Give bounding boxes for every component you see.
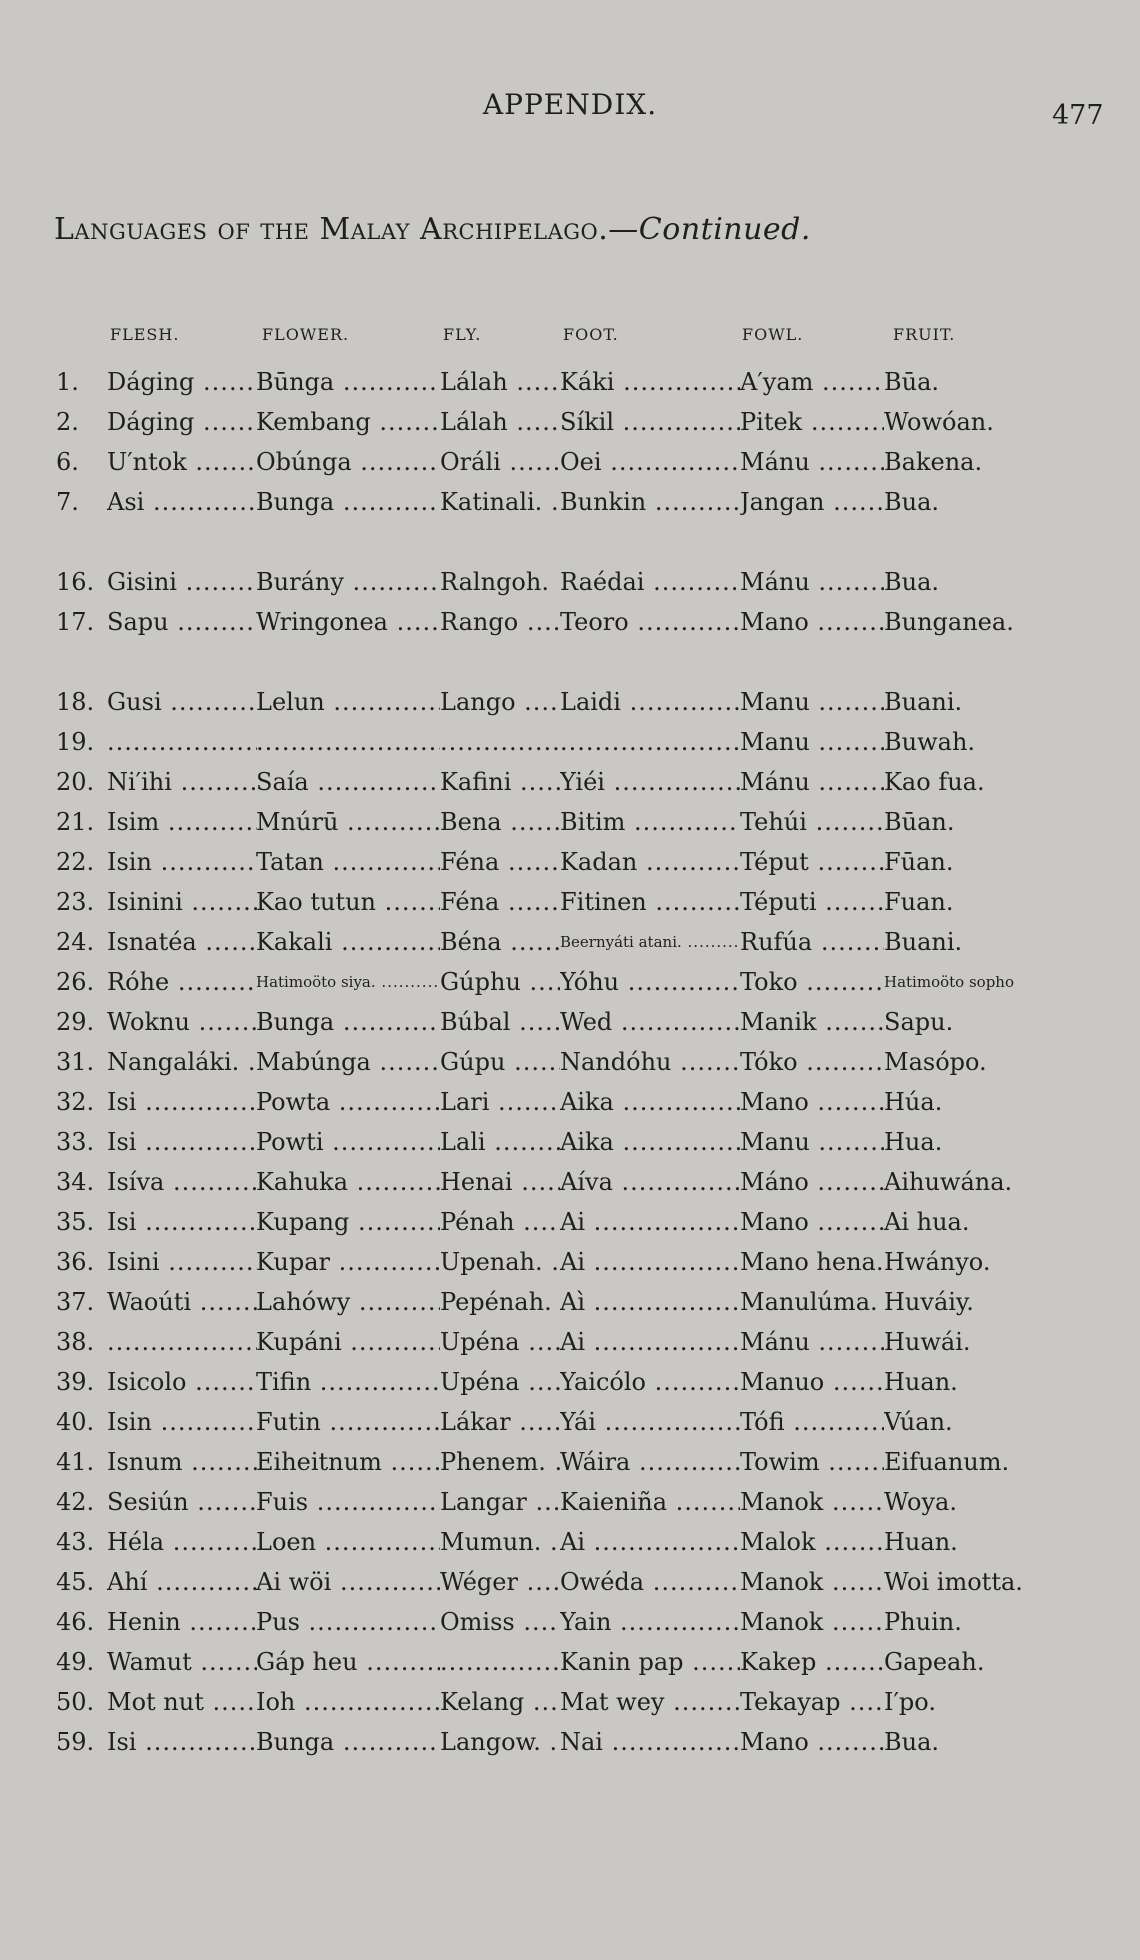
cell-fruit: Bua. — [884, 1728, 940, 1756]
cell-foot: Raédai ..... — [560, 563, 740, 601]
row-number: 50. — [56, 1688, 95, 1716]
cell-flower: Mabúnga ..... — [256, 1043, 440, 1081]
cell-fowl: Mánu ..... — [740, 443, 884, 481]
table-row — [0, 1523, 1140, 1561]
cell-flesh: Henin ..... — [107, 1603, 257, 1641]
cell-fly: Béna ..... — [440, 923, 560, 961]
table-row — [0, 1003, 1140, 1041]
cell-fly: Féna ..... — [440, 883, 560, 921]
cell-fruit: Huwái. — [884, 1328, 971, 1356]
cell-fruit: Phuin. — [884, 1608, 962, 1636]
row-number: 6. — [56, 448, 79, 476]
cell-flower: Ioh ..... — [256, 1683, 440, 1721]
cell-fly: Gúphu ..... — [440, 963, 560, 1001]
cell-flesh: Nangaláki. ..... — [107, 1043, 257, 1081]
table-row — [0, 1123, 1140, 1161]
cell-flesh: Wamut ..... — [107, 1643, 257, 1681]
column-header-fruit: FRUIT. — [893, 325, 956, 344]
table-row — [0, 923, 1140, 961]
cell-fowl: Manok ..... — [740, 1603, 884, 1641]
cell-flesh: Mot nut ..... — [107, 1683, 257, 1721]
cell-fowl: Mánu ..... — [740, 1323, 884, 1361]
cell-fowl: Manulúma. ..... — [740, 1283, 884, 1321]
row-number: 32. — [56, 1088, 95, 1116]
cell-foot: Wáira ..... — [560, 1443, 740, 1481]
cell-flower: Powti ..... — [256, 1123, 440, 1161]
cell-flower: Wringonea ..... — [256, 603, 440, 641]
cell-flesh: Isin ..... — [107, 843, 257, 881]
cell-foot: Káki ..... — [560, 363, 740, 401]
cell-fruit: Wowóan. — [884, 408, 994, 436]
cell-flesh: Dáging ..... — [107, 403, 257, 441]
cell-foot: Yain ..... — [560, 1603, 740, 1641]
table-row — [0, 563, 1140, 601]
cell-flesh: Héla ..... — [107, 1523, 257, 1561]
cell-foot: Ai ..... — [560, 1243, 740, 1281]
table-row — [0, 723, 1140, 761]
cell-fly: Lákar ..... — [440, 1403, 560, 1441]
cell-fly: Mumun. ..... — [440, 1523, 560, 1561]
cell-foot: Aika ..... — [560, 1083, 740, 1121]
column-header-flower: FLOWER. — [262, 325, 350, 344]
cell-foot: Ai ..... — [560, 1323, 740, 1361]
cell-flesh: Isi ..... — [107, 1123, 257, 1161]
cell-foot — [560, 723, 740, 761]
cell-foot: Ai ..... — [560, 1523, 740, 1561]
cell-fruit: Vúan. — [884, 1408, 953, 1436]
cell-foot: Yóhu ..... — [560, 963, 740, 1001]
table-row — [0, 843, 1140, 881]
cell-fruit: Buwah. — [884, 728, 976, 756]
cell-fowl: Manu ..... — [740, 723, 884, 761]
table-row — [0, 603, 1140, 641]
cell-fly: Oráli ..... — [440, 443, 560, 481]
cell-flesh — [107, 723, 257, 761]
cell-flower: Būnga ..... — [256, 363, 440, 401]
cell-foot: Owéda ..... — [560, 1563, 740, 1601]
cell-fowl: Mano ..... — [740, 603, 884, 641]
table-row — [0, 1043, 1140, 1081]
cell-fly: Pénah ..... — [440, 1203, 560, 1241]
cell-flower: Bunga ..... — [256, 1003, 440, 1041]
cell-foot: Ai ..... — [560, 1203, 740, 1241]
cell-fowl: A′yam ..... — [740, 363, 884, 401]
cell-fly — [440, 1643, 560, 1681]
row-number: 43. — [56, 1528, 95, 1556]
cell-fowl: Tekayap ..... — [740, 1683, 884, 1721]
cell-flower — [256, 723, 440, 761]
table-row — [0, 1243, 1140, 1281]
cell-flesh: Isi ..... — [107, 1203, 257, 1241]
row-number: 59. — [56, 1728, 95, 1756]
cell-foot: Kadan ..... — [560, 843, 740, 881]
row-number: 39. — [56, 1368, 95, 1396]
cell-fly: Gúpu ..... — [440, 1043, 560, 1081]
row-number: 23. — [56, 888, 95, 916]
cell-fruit: Huan. — [884, 1368, 958, 1396]
cell-fly: Henai ..... — [440, 1163, 560, 1201]
row-number: 29. — [56, 1008, 95, 1036]
cell-fowl: Pitek ..... — [740, 403, 884, 441]
cell-foot: Wed ..... — [560, 1003, 740, 1041]
row-number: 20. — [56, 768, 95, 796]
cell-fly: Féna ..... — [440, 843, 560, 881]
cell-flower: Pus ..... — [256, 1603, 440, 1641]
row-number: 46. — [56, 1608, 95, 1636]
table-row — [0, 1283, 1140, 1321]
cell-fly: Langow. ..... — [440, 1723, 560, 1761]
table-row — [0, 443, 1140, 481]
cell-fruit: Huváiy. — [884, 1288, 974, 1316]
cell-fruit: Hatimoöto sopho — [884, 973, 1014, 991]
cell-fowl: Manok ..... — [740, 1563, 884, 1601]
cell-foot: Mat wey ..... — [560, 1683, 740, 1721]
cell-flesh: Sapu ..... — [107, 603, 257, 641]
row-number: 17. — [56, 608, 95, 636]
cell-fly — [440, 723, 560, 761]
table-row — [0, 1323, 1140, 1361]
row-number: 26. — [56, 968, 95, 996]
cell-flesh: Isi ..... — [107, 1083, 257, 1121]
row-number: 19. — [56, 728, 95, 756]
row-number: 18. — [56, 688, 95, 716]
cell-flesh: Woknu ..... — [107, 1003, 257, 1041]
cell-foot: Kaieniña ..... — [560, 1483, 740, 1521]
cell-foot: Aíva ..... — [560, 1163, 740, 1201]
table-row — [0, 1403, 1140, 1441]
table-row — [0, 1363, 1140, 1401]
cell-fly: Kelang ..... — [440, 1683, 560, 1721]
cell-foot: Beernyáti atani. ..... — [560, 923, 740, 961]
cell-flower: Mnúrū ..... — [256, 803, 440, 841]
cell-fowl: Mano hena. ..... — [740, 1243, 884, 1281]
cell-fowl: Toko ..... — [740, 963, 884, 1001]
cell-fowl: Kakep ..... — [740, 1643, 884, 1681]
cell-fly: Pepénah. ..... — [440, 1283, 560, 1321]
cell-flower: Obúnga ..... — [256, 443, 440, 481]
column-header-flesh: FLESH. — [110, 325, 180, 344]
table-row — [0, 763, 1140, 801]
cell-fruit: Sapu. — [884, 1008, 954, 1036]
cell-fowl: Manu ..... — [740, 683, 884, 721]
table-row — [0, 1483, 1140, 1521]
cell-fowl: Rufúa ..... — [740, 923, 884, 961]
cell-fruit: Fūan. — [884, 848, 954, 876]
cell-flower: Gáp heu ..... — [256, 1643, 440, 1681]
cell-fowl: Tehúi ..... — [740, 803, 884, 841]
cell-flesh: Isnatéa ..... — [107, 923, 257, 961]
cell-fowl: Manik ..... — [740, 1003, 884, 1041]
cell-fruit: Būan. — [884, 808, 955, 836]
cell-flower: Fuis ..... — [256, 1483, 440, 1521]
column-header-foot: FOOT. — [563, 325, 619, 344]
cell-flower: Tifin ..... — [256, 1363, 440, 1401]
row-number: 41. — [56, 1448, 95, 1476]
cell-flower: Kupar ..... — [256, 1243, 440, 1281]
cell-foot: Kanin pap ..... — [560, 1643, 740, 1681]
cell-fruit: Būa. — [884, 368, 940, 396]
cell-fruit: Aihuwána. — [884, 1168, 1013, 1196]
cell-foot: Fitinen ..... — [560, 883, 740, 921]
column-header-fly: FLY. — [443, 325, 482, 344]
title-continued: —Continued. — [608, 212, 811, 247]
cell-fly: Upéna ..... — [440, 1323, 560, 1361]
cell-flower: Futin ..... — [256, 1403, 440, 1441]
table-row — [0, 363, 1140, 401]
cell-foot: Laidi ..... — [560, 683, 740, 721]
cell-fruit: Woi imotta. — [884, 1568, 1023, 1596]
cell-flower: Loen ..... — [256, 1523, 440, 1561]
table-row — [0, 1443, 1140, 1481]
cell-fowl: Towim ..... — [740, 1443, 884, 1481]
table-title — [54, 212, 811, 247]
cell-flesh: Ahí ..... — [107, 1563, 257, 1601]
cell-fowl: Jangan ..... — [740, 483, 884, 521]
cell-fly: Ralngoh. ..... — [440, 563, 560, 601]
cell-foot: Yái ..... — [560, 1403, 740, 1441]
row-number: 40. — [56, 1408, 95, 1436]
cell-foot: Yiéi ..... — [560, 763, 740, 801]
cell-fly: Upéna ..... — [440, 1363, 560, 1401]
cell-flower: Ai wöi ..... — [256, 1563, 440, 1601]
cell-fowl: Máno ..... — [740, 1163, 884, 1201]
cell-fruit: I′po. — [884, 1688, 936, 1716]
row-number: 31. — [56, 1048, 95, 1076]
cell-flower: Saía ..... — [256, 763, 440, 801]
cell-fly: Langar ..... — [440, 1483, 560, 1521]
cell-flower: Kao tutun ..... — [256, 883, 440, 921]
cell-fly: Lálah ..... — [440, 363, 560, 401]
cell-fowl: Manok ..... — [740, 1483, 884, 1521]
cell-fly: Omiss ..... — [440, 1603, 560, 1641]
cell-flower: Powta ..... — [256, 1083, 440, 1121]
page-number: 477 — [1052, 100, 1104, 131]
column-header-fowl: FOWL. — [742, 325, 804, 344]
cell-fowl: Malok ..... — [740, 1523, 884, 1561]
cell-flower: Kahuka ..... — [256, 1163, 440, 1201]
cell-fowl: Mánu ..... — [740, 563, 884, 601]
row-number: 24. — [56, 928, 95, 956]
cell-fowl: Mano ..... — [740, 1203, 884, 1241]
cell-flower: Kakali ..... — [256, 923, 440, 961]
cell-foot: Aika ..... — [560, 1123, 740, 1161]
cell-fruit: Buani. — [884, 688, 963, 716]
row-number: 42. — [56, 1488, 95, 1516]
cell-fly: Bena ..... — [440, 803, 560, 841]
cell-fruit: Fuan. — [884, 888, 954, 916]
cell-flower: Lahówy ..... — [256, 1283, 440, 1321]
cell-fly: Kafini ..... — [440, 763, 560, 801]
cell-flesh: Sesiún ..... — [107, 1483, 257, 1521]
cell-fruit: Buani. — [884, 928, 963, 956]
table-row — [0, 1563, 1140, 1601]
cell-fly: Upenah. ..... — [440, 1243, 560, 1281]
cell-fruit: Ai hua. — [884, 1208, 970, 1236]
cell-foot: Síkil ..... — [560, 403, 740, 441]
cell-fruit: Hua. — [884, 1128, 943, 1156]
running-title: APPENDIX. — [482, 88, 658, 121]
row-number: 22. — [56, 848, 95, 876]
cell-flower: Burány ..... — [256, 563, 440, 601]
cell-flower: Eiheitnum ..... — [256, 1443, 440, 1481]
cell-fruit: Woya. — [884, 1488, 957, 1516]
row-number: 1. — [56, 368, 79, 396]
cell-foot: Nai ..... — [560, 1723, 740, 1761]
table-row — [0, 1723, 1140, 1761]
cell-fly: Lali ..... — [440, 1123, 560, 1161]
cell-fly: Lálah ..... — [440, 403, 560, 441]
cell-foot: Bunkin ..... — [560, 483, 740, 521]
cell-flesh: Isíva ..... — [107, 1163, 257, 1201]
cell-fly: Lari ..... — [440, 1083, 560, 1121]
table-row — [0, 1603, 1140, 1641]
cell-fruit: Húa. — [884, 1088, 943, 1116]
cell-flower: Lelun ..... — [256, 683, 440, 721]
row-number: 7. — [56, 488, 79, 516]
row-number: 38. — [56, 1328, 95, 1356]
row-number: 21. — [56, 808, 95, 836]
cell-fruit: Hwányo. — [884, 1248, 991, 1276]
cell-flesh: Róhe ..... — [107, 963, 257, 1001]
cell-flesh — [107, 1323, 257, 1361]
cell-fowl: Téput ..... — [740, 843, 884, 881]
cell-flesh: Isini ..... — [107, 1243, 257, 1281]
cell-fly: Búbal ..... — [440, 1003, 560, 1041]
cell-fruit: Gapeah. — [884, 1648, 985, 1676]
cell-flesh: Isicolo ..... — [107, 1363, 257, 1401]
table-row — [0, 803, 1140, 841]
cell-foot: Nandóhu ..... — [560, 1043, 740, 1081]
cell-fruit: Bua. — [884, 568, 940, 596]
cell-foot: Bitim ..... — [560, 803, 740, 841]
cell-flower: Tatan ..... — [256, 843, 440, 881]
cell-fruit: Masópo. — [884, 1048, 987, 1076]
cell-flesh: Isnum ..... — [107, 1443, 257, 1481]
table-row — [0, 1083, 1140, 1121]
cell-flesh: Ni′ihi ..... — [107, 763, 257, 801]
row-number: 34. — [56, 1168, 95, 1196]
cell-flesh: Gisini ..... — [107, 563, 257, 601]
cell-flesh: Waoúti ..... — [107, 1283, 257, 1321]
row-number: 2. — [56, 408, 79, 436]
row-number: 33. — [56, 1128, 95, 1156]
cell-foot: Yaicólo ..... — [560, 1363, 740, 1401]
cell-fly: Lango ..... — [440, 683, 560, 721]
table-row — [0, 1163, 1140, 1201]
cell-flower: Kupáni ..... — [256, 1323, 440, 1361]
cell-foot: Teoro ..... — [560, 603, 740, 641]
cell-flesh: Isin ..... — [107, 1403, 257, 1441]
cell-fly: Wéger ..... — [440, 1563, 560, 1601]
table-row — [0, 683, 1140, 721]
table-row — [0, 403, 1140, 441]
cell-flesh: Isi ..... — [107, 1723, 257, 1761]
cell-flower: Kembang ..... — [256, 403, 440, 441]
cell-fruit: Kao fua. — [884, 768, 985, 796]
cell-fowl: Mano ..... — [740, 1083, 884, 1121]
cell-fruit: Bua. — [884, 488, 940, 516]
row-number: 45. — [56, 1568, 95, 1596]
cell-fly: Katinali. ..... — [440, 483, 560, 521]
cell-fowl: Manuo ..... — [740, 1363, 884, 1401]
cell-flesh: Isim ..... — [107, 803, 257, 841]
table-row — [0, 883, 1140, 921]
cell-flesh: Dáging ..... — [107, 363, 257, 401]
table-row — [0, 963, 1140, 1001]
cell-fly: Phenem. ..... — [440, 1443, 560, 1481]
table-row — [0, 1643, 1140, 1681]
cell-fruit: Bunganea. — [884, 608, 1014, 636]
cell-fowl: Manu ..... — [740, 1123, 884, 1161]
table-row — [0, 483, 1140, 521]
cell-fruit: Eifuanum. — [884, 1448, 1010, 1476]
cell-flesh: Gusi ..... — [107, 683, 257, 721]
row-number: 35. — [56, 1208, 95, 1236]
cell-flower: Kupang ..... — [256, 1203, 440, 1241]
cell-fowl: Tófi ..... — [740, 1403, 884, 1441]
cell-flesh: Isinini ..... — [107, 883, 257, 921]
row-number: 37. — [56, 1288, 95, 1316]
cell-flesh: Asi ..... — [107, 483, 257, 521]
cell-fruit: Huan. — [884, 1528, 958, 1556]
table-row — [0, 1203, 1140, 1241]
cell-flower: Bunga ..... — [256, 483, 440, 521]
cell-fowl: Mánu ..... — [740, 763, 884, 801]
cell-fowl: Mano ..... — [740, 1723, 884, 1761]
row-number: 49. — [56, 1648, 95, 1676]
cell-flower: Hatimoöto siya. ..... — [256, 963, 440, 1001]
cell-foot: Oei ..... — [560, 443, 740, 481]
cell-fly: Rango ..... — [440, 603, 560, 641]
cell-flower: Bunga ..... — [256, 1723, 440, 1761]
table-row — [0, 1683, 1140, 1721]
cell-foot: Aì ..... — [560, 1283, 740, 1321]
title-main: Languages of the Malay Archipelago. — [54, 212, 609, 247]
cell-flesh: U′ntok ..... — [107, 443, 257, 481]
cell-fowl: Tóko ..... — [740, 1043, 884, 1081]
row-number: 16. — [56, 568, 95, 596]
cell-fruit: Bakena. — [884, 448, 983, 476]
cell-fowl: Téputi ..... — [740, 883, 884, 921]
row-number: 36. — [56, 1248, 95, 1276]
